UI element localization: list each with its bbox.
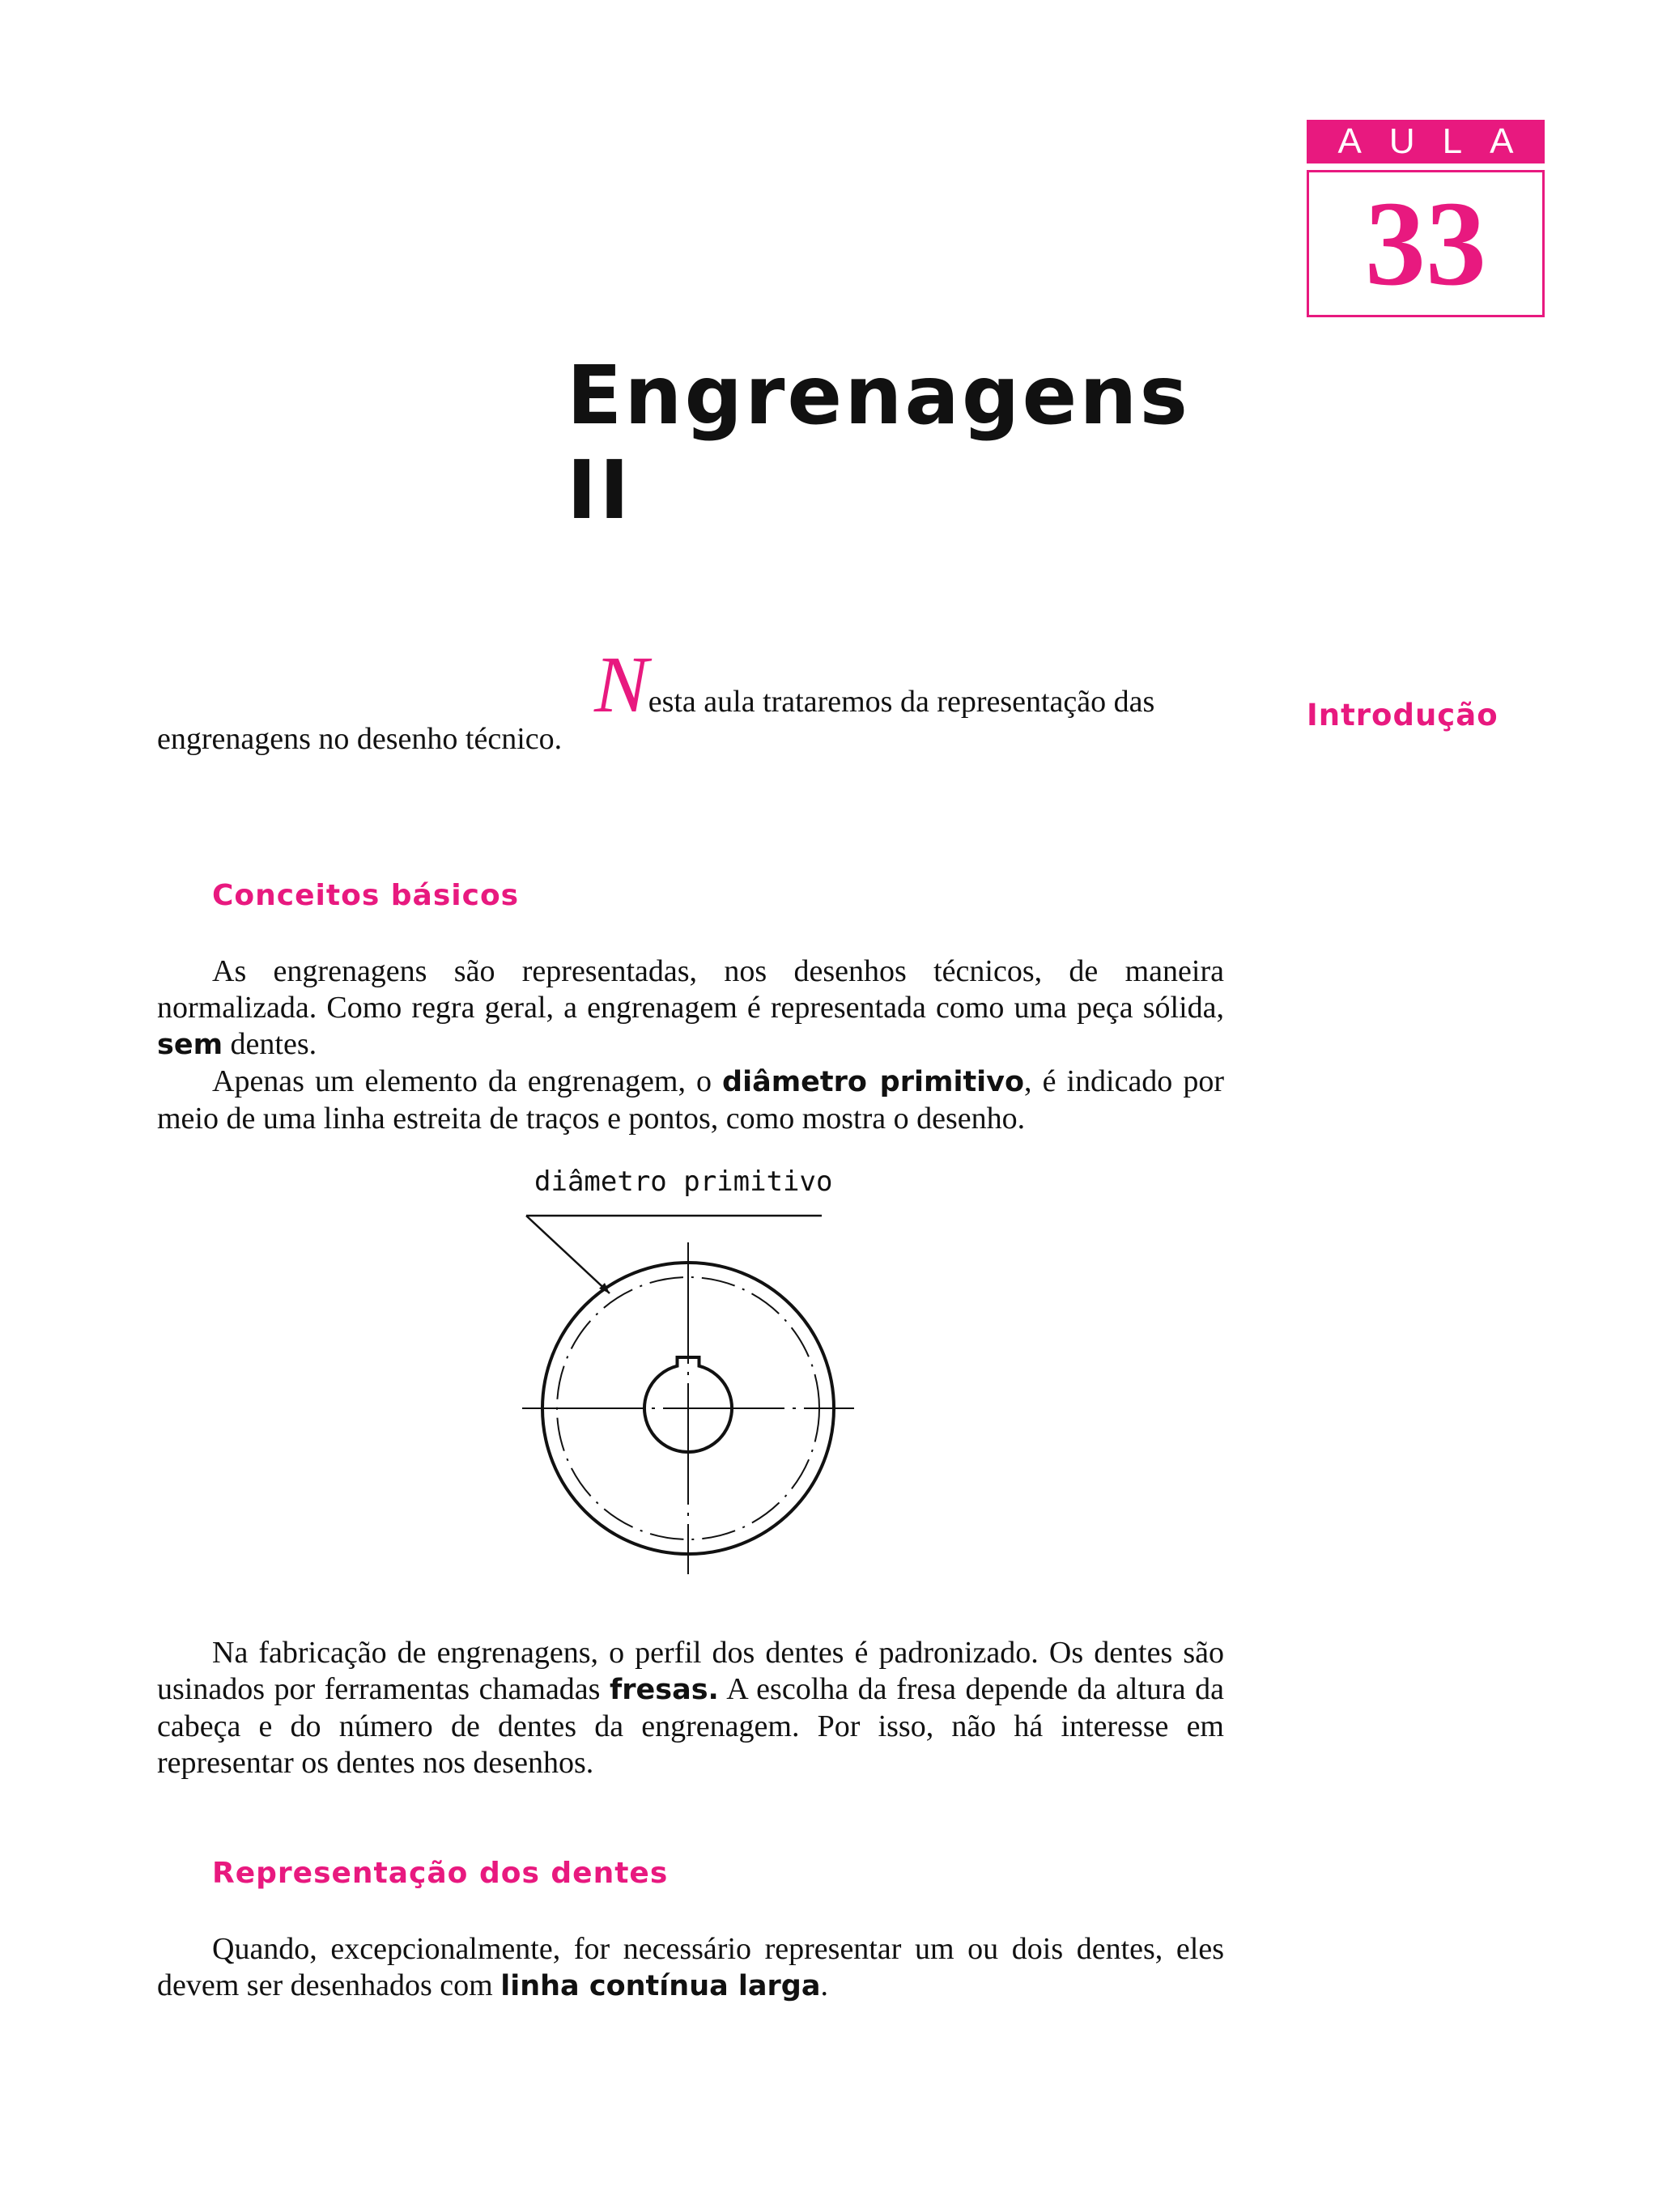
- section-body-fabricacao: [157, 1635, 1224, 1781]
- page-title: Engrenagens II: [567, 348, 1191, 537]
- bold-term: diâmetro primitivo: [722, 1066, 1025, 1098]
- aula-label: AULA: [1307, 120, 1545, 163]
- lesson-badge: [1307, 120, 1545, 317]
- section-heading-conceitos: Conceitos básicos: [212, 879, 520, 912]
- margin-label-introducao: Introdução: [1307, 698, 1499, 732]
- lesson-number: 33: [1307, 170, 1545, 317]
- gear-drawing-figure: [502, 1165, 874, 1586]
- section-body-representacao: [157, 1931, 1224, 2005]
- paragraph: As engrenagens são representadas, nos desenhos técnicos, de maneira normalizada. Como regra geral, a engrenagem é representada como uma peça sólida, sem dentes.: [157, 954, 1224, 1061]
- section-body-conceitos: [157, 953, 1224, 1137]
- intro-paragraph: [157, 639, 1224, 758]
- leader-line: [526, 1216, 610, 1293]
- intro-text: esta aula trataremos da representação das engrenagens no desenho técnico.: [157, 685, 1155, 756]
- bold-term: sem: [157, 1029, 223, 1061]
- figure-label-diametro-primitivo: diâmetro primitivo: [534, 1165, 833, 1198]
- section-heading-representacao: Representação dos dentes: [212, 1857, 669, 1890]
- paragraph: Apenas um elemento da engrenagem, o diâmetro primitivo, é indicado por meio de uma linha estreita de traços e pontos, como mostra o desenho.: [157, 1064, 1224, 1136]
- bold-term: linha contínua larga: [500, 1970, 821, 2002]
- paragraph: Quando, excepcionalmente, for necessário representar um ou dois dentes, eles devem ser desenhados com linha contínua larga.: [157, 1932, 1224, 2002]
- gear-drawing: [502, 1165, 874, 1586]
- bold-term: fresas.: [610, 1674, 719, 1706]
- paragraph: Na fabricação de engrenagens, o perfil dos dentes é padronizado. Os dentes são usinados por ferramentas chamadas fresas. A escolha da fresa depende da altura da cabeça e do número de dentes da engrenagem. Por isso, não há interesse em representar os dentes nos desenhos.: [157, 1636, 1224, 1780]
- drop-cap: N: [594, 639, 648, 729]
